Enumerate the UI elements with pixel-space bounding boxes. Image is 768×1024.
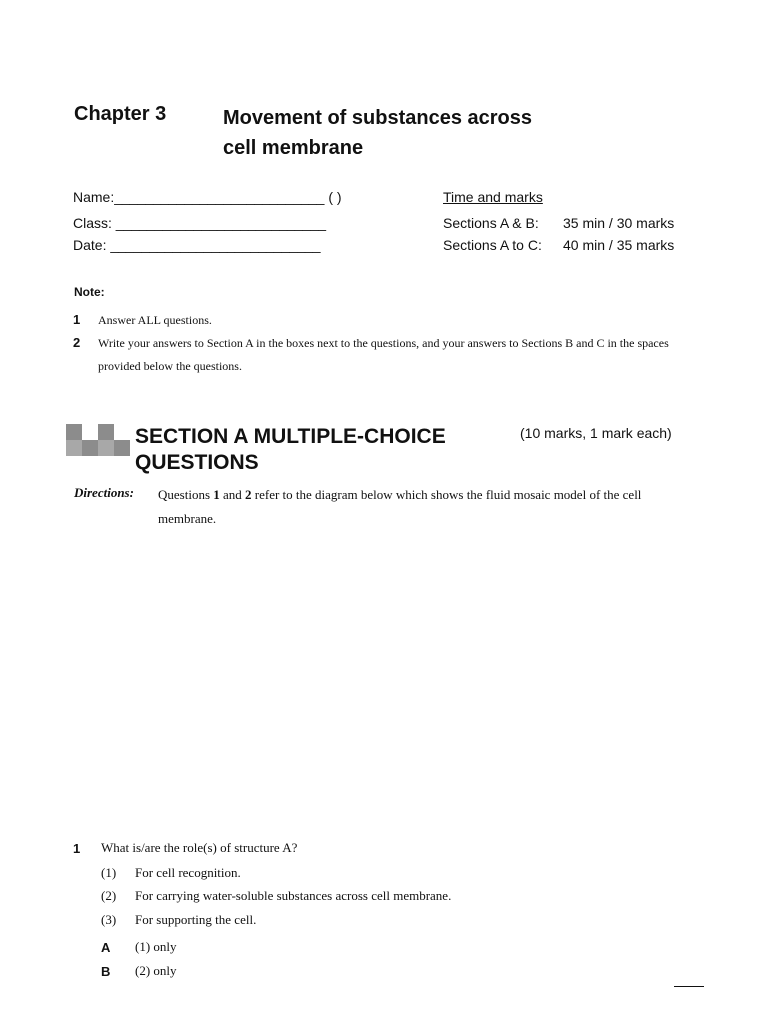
directions-text-pre: Questions bbox=[158, 487, 214, 502]
note-item-text: Answer ALL questions. bbox=[98, 313, 212, 327]
sections-ab-label: Sections A & B: bbox=[443, 215, 539, 231]
section-a-banner bbox=[66, 424, 526, 474]
sections-ac-label: Sections A to C: bbox=[443, 237, 542, 253]
chapter-title-line-2: cell membrane bbox=[223, 137, 364, 159]
directions-text-post: refer to the diagram below which shows the fluid mosaic model of the cell membrane. bbox=[158, 487, 642, 526]
statement-number: (2) bbox=[101, 888, 117, 903]
section-a-marks: (10 marks, 1 mark each) bbox=[520, 425, 672, 441]
directions-label: Directions: bbox=[74, 485, 134, 500]
statement-number: (3) bbox=[101, 912, 117, 927]
answer-line[interactable] bbox=[674, 986, 704, 987]
answer-option-text: (1) only bbox=[135, 939, 177, 954]
statement-number: (1) bbox=[101, 865, 117, 880]
sections-ac-value: 40 min / 35 marks bbox=[563, 237, 675, 253]
statement-text: For supporting the cell. bbox=[135, 912, 257, 927]
note-item-text: Write your answers to Section A in the boxes next to the questions, and your answers to Sections B and C in the spaces provided below the questions. bbox=[98, 336, 669, 373]
question-text: What is/are the role(s) of structure A? bbox=[101, 840, 298, 855]
class-field: Class: ___________________________ bbox=[73, 215, 327, 231]
answer-option-letter: A bbox=[101, 940, 111, 955]
name-field: Name:___________________________ ( ) bbox=[73, 189, 342, 205]
directions-text bbox=[158, 483, 698, 531]
note-item-number: 1 bbox=[73, 312, 81, 327]
statement-text: For cell recognition. bbox=[135, 865, 241, 880]
note-item-number: 2 bbox=[73, 335, 81, 350]
question-ref-2: 2 bbox=[245, 487, 252, 502]
question-number: 1 bbox=[73, 841, 81, 856]
chapter-number: Chapter 3 bbox=[74, 103, 167, 125]
checkerboard-icon bbox=[66, 424, 130, 456]
chapter-title-line-1: Movement of substances across bbox=[223, 107, 532, 129]
sections-ab-value: 35 min / 30 marks bbox=[563, 215, 675, 231]
time-marks-heading: Time and marks bbox=[443, 189, 543, 205]
answer-option-letter: B bbox=[101, 964, 111, 979]
section-a-title: SECTION A MULTIPLE-CHOICE QUESTIONS bbox=[135, 425, 446, 474]
directions-text-mid: and bbox=[219, 487, 246, 502]
note-label: Note: bbox=[74, 285, 105, 299]
answer-option-text: (2) only bbox=[135, 963, 177, 978]
date-field: Date: ___________________________ bbox=[73, 237, 321, 253]
statement-text: For carrying water-soluble substances across cell membrane. bbox=[135, 888, 452, 903]
chapter-title bbox=[223, 103, 532, 163]
question-ref-1: 1 bbox=[213, 487, 220, 502]
